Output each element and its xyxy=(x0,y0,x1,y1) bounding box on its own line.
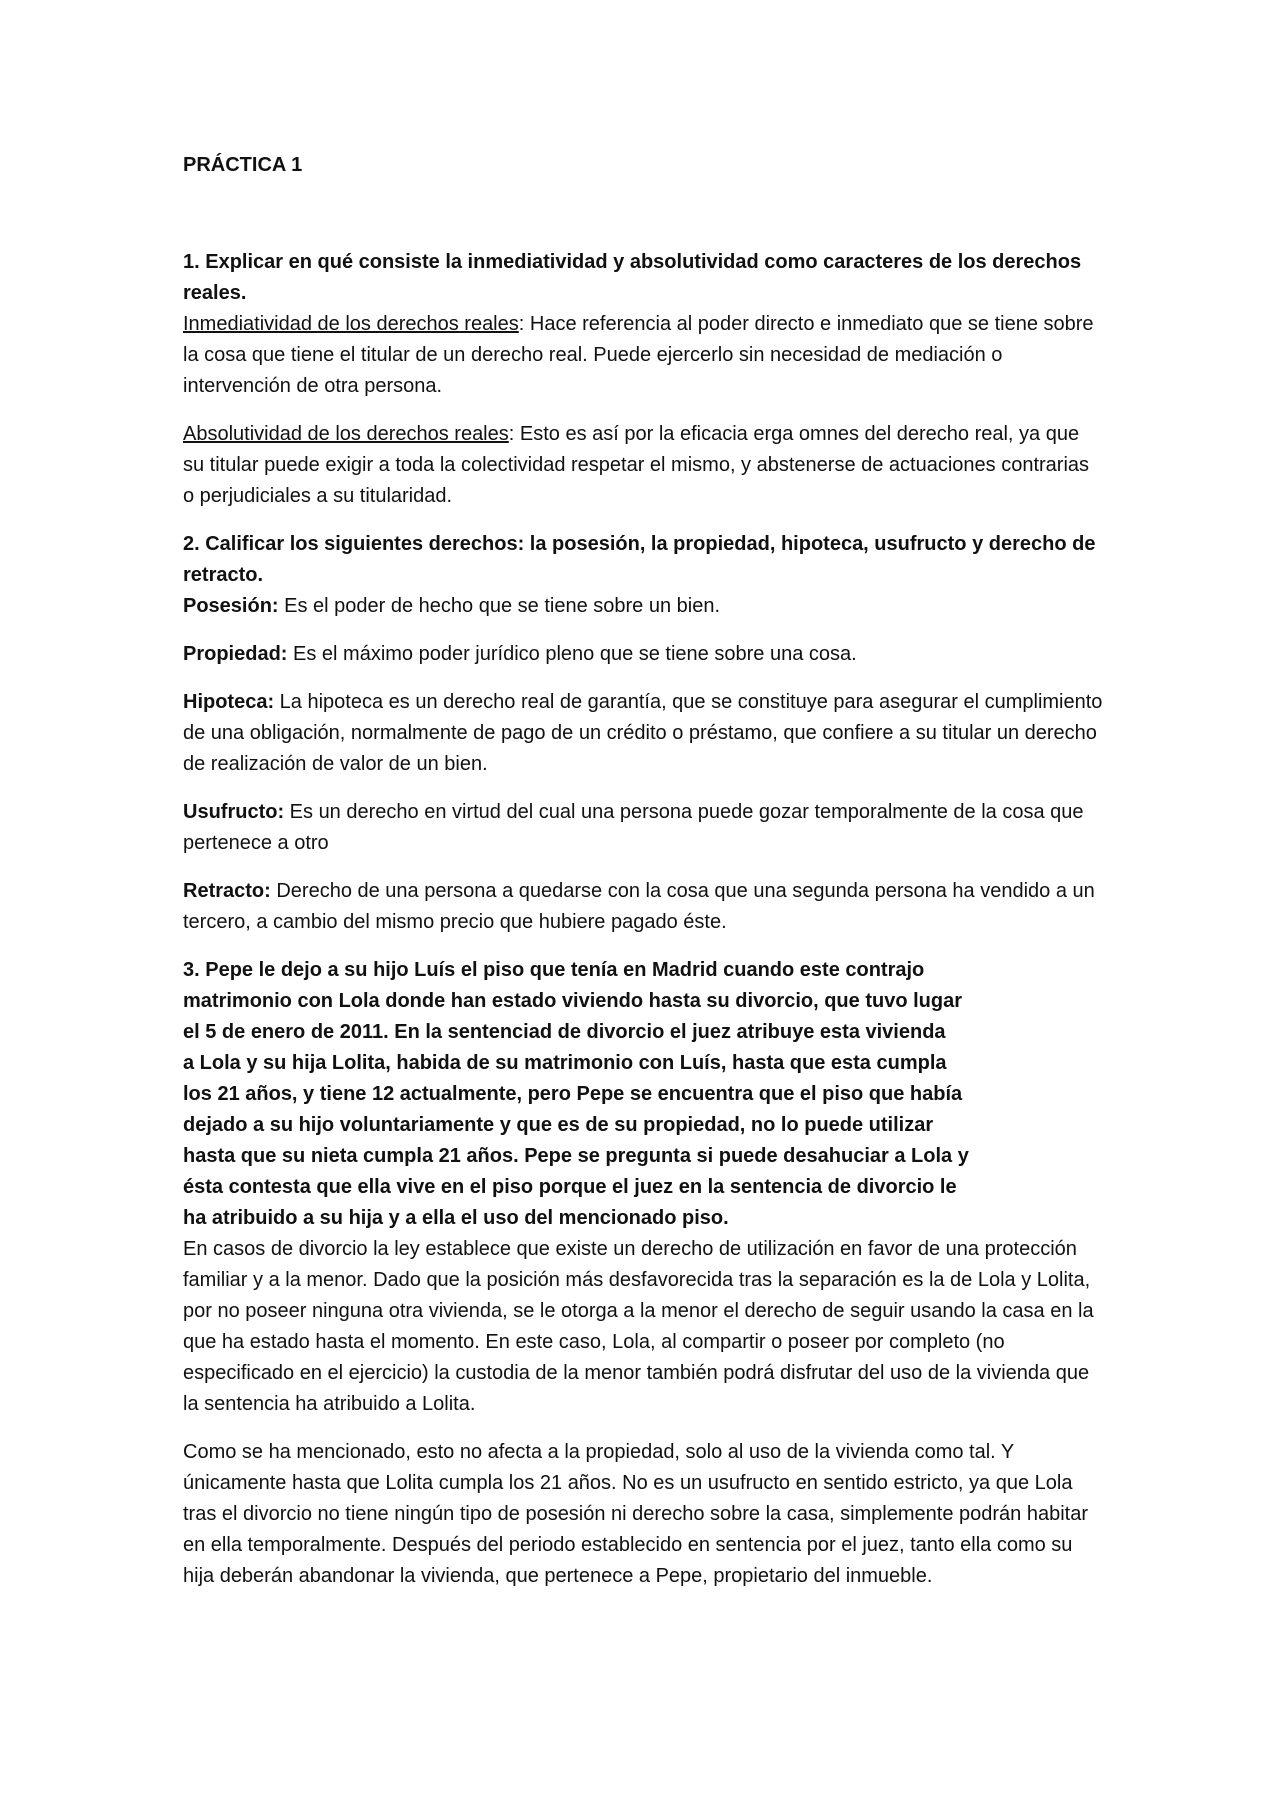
posesion-label: Posesión: xyxy=(183,595,279,617)
propiedad-label: Propiedad: xyxy=(183,643,288,665)
answer-3-paragraph-1: En casos de divorcio la ley establece que existe un derecho de utilización en favor de una protección familiar y a la menor. Dado que la posición más desfavorecida tras la separación es la de Lola y Lolita, por no poseer ninguna otra vivienda, se le otorga a la menor el derecho de seguir usando la casa en la que ha estado hasta el momento. En este caso, Lola, al compartir o poseer por completo (no especificado en el ejercicio) la custodia de la menor también podrá disfrutar del uso de la vivienda que la sentencia ha atribuido a Lolita. xyxy=(183,1238,1094,1415)
retracto-label: Retracto: xyxy=(183,880,271,902)
usufructo-paragraph xyxy=(183,797,1103,859)
hipoteca-text: La hipoteca es un derecho real de garantía, que se constituye para asegurar el cumplimiento de una obligación, normalmente de pago de un crédito o préstamo, que confiere a su titular un derecho de realización de valor de un bien. xyxy=(183,691,1103,775)
absolutividad-label: Absolutividad de los derechos reales xyxy=(183,423,509,445)
inmediatividad-text: : Hace referencia al poder directo e inmediato que se tiene sobre la cosa que tiene el titular de un derecho real. Puede ejercerlo sin necesidad de mediación o intervención de otra persona. xyxy=(183,313,1094,397)
question-3-heading-line: los 21 años, y tiene 12 actualmente, pero Pepe se encuentra que el piso que había xyxy=(183,1083,963,1105)
question-3-heading-line: dejado a su hijo voluntariamente y que es de su propiedad, no lo puede utilizar xyxy=(183,1114,934,1136)
hipoteca-paragraph xyxy=(183,687,1103,780)
propiedad-text: Es el máximo poder jurídico pleno que se tiene sobre una cosa. xyxy=(287,643,857,665)
question-3-heading-line: hasta que su nieta cumpla 21 años. Pepe se pregunta si puede desahuciar a Lola y xyxy=(183,1145,969,1167)
absolutividad-paragraph xyxy=(183,419,1103,512)
hipoteca-label: Hipoteca: xyxy=(183,691,275,713)
posesion-text: Es el poder de hecho que se tiene sobre un bien. xyxy=(278,595,721,617)
inmediatividad-label: Inmediatividad de los derechos reales xyxy=(183,313,519,335)
posesion-paragraph xyxy=(183,591,1103,622)
question-2-heading: 2. Calificar los siguientes derechos: la posesión, la propiedad, hipoteca, usufructo y derecho de retracto. xyxy=(183,533,1096,586)
answer-3-paragraph-2: Como se ha mencionado, esto no afecta a la propiedad, solo al uso de la vivienda como tal. Y únicamente hasta que Lolita cumpla los 21 años. No es un usufructo en sentido estricto, ya que Lola tras el divorcio no tiene ningún tipo de posesión ni derecho sobre la casa, simplemente podrán habitar en ella temporalmente. Después del periodo establecido en sentencia por el juez, tanto ella como su hija deberán abandonar la vivienda, que pertenece a Pepe, propietario del inmueble. xyxy=(183,1441,1088,1587)
question-3-heading-line: ésta contesta que ella vive en el piso porque el juez en la sentencia de divorcio le xyxy=(183,1176,957,1198)
absolutividad-text: : Esto es así por la eficacia erga omnes del derecho real, ya que su titular puede exigir a toda la colectividad respetar el mismo, y abstenerse de actuaciones contrarias o perjudiciales a su titularidad. xyxy=(183,423,1090,507)
retracto-text: Derecho de una persona a quedarse con la cosa que una segunda persona ha vendido a un tercero, a cambio del mismo precio que hubiere pagado éste. xyxy=(183,880,1095,933)
question-1-heading: 1. Explicar en qué consiste la inmediatividad y absolutividad como caracteres de los derechos reales. xyxy=(183,251,1082,304)
usufructo-text: Es un derecho en virtud del cual una persona puede gozar temporalmente de la cosa que pertenece a otro xyxy=(183,801,1084,854)
document-title: PRÁCTICA 1 xyxy=(183,154,303,176)
document-page xyxy=(183,150,1103,1609)
retracto-paragraph xyxy=(183,876,1103,938)
question-3-heading-line: a Lola y su hija Lolita, habida de su matrimonio con Luís, hasta que esta cumpla xyxy=(183,1052,947,1074)
question-1 xyxy=(183,247,1103,512)
question-3-heading-line: el 5 de enero de 2011. En la sentenciad de divorcio el juez atribuye esta vivienda xyxy=(183,1021,946,1043)
question-3 xyxy=(183,955,1103,1592)
question-3-heading xyxy=(183,955,1103,1234)
question-2 xyxy=(183,529,1103,938)
usufructo-label: Usufructo: xyxy=(183,801,285,823)
propiedad-paragraph xyxy=(183,639,1103,670)
question-3-heading-line: ha atribuido a su hija y a ella el uso del mencionado piso. xyxy=(183,1207,729,1229)
question-3-heading-line: 3. Pepe le dejo a su hijo Luís el piso que tenía en Madrid cuando este contrajo xyxy=(183,959,925,981)
inmediatividad-paragraph xyxy=(183,309,1103,402)
question-3-heading-line: matrimonio con Lola donde han estado viviendo hasta su divorcio, que tuvo lugar xyxy=(183,990,962,1012)
